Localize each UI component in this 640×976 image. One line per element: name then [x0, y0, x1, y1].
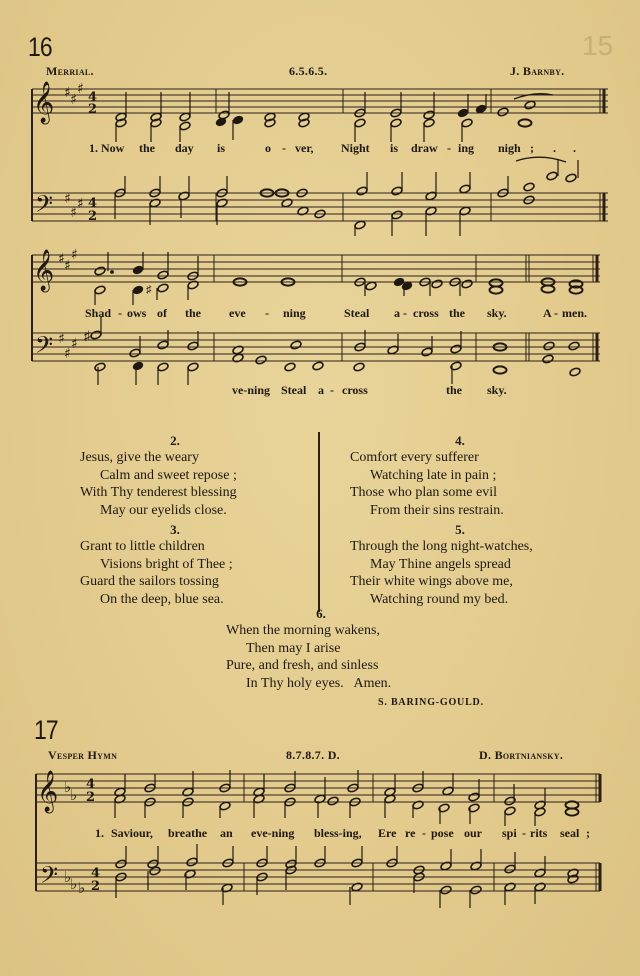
svg-text:4: 4 — [88, 196, 98, 211]
verse-line: In Thy holy eyes. Amen. — [246, 675, 392, 691]
lyric: - — [447, 141, 451, 155]
lyric: seal — [560, 826, 580, 840]
verse-line: With Thy tenderest blessing — [80, 485, 237, 500]
svg-text:♯: ♯ — [64, 258, 71, 274]
lyric: spi — [502, 826, 517, 840]
hymn-author: S. BARING-GOULD. — [378, 697, 484, 708]
svg-text:♯: ♯ — [70, 205, 77, 221]
lyric: our — [464, 826, 482, 840]
meter: 6.5.6.5. — [289, 64, 328, 78]
lyric: . — [553, 141, 556, 155]
tune-name: Merrial. — [46, 64, 94, 78]
lyric: ; — [586, 826, 590, 840]
hymn17-system1-clefs — [37, 770, 100, 897]
svg-text:♭: ♭ — [70, 786, 78, 804]
svg-text:♯: ♯ — [58, 331, 65, 347]
verse-line: Watching round my bed. — [370, 591, 509, 607]
svg-text:𝄢: 𝄢 — [35, 190, 54, 223]
verse-line: Their white wings above me, — [350, 574, 513, 589]
svg-text:𝄞: 𝄞 — [37, 771, 59, 812]
svg-text:2: 2 — [88, 102, 98, 117]
verse-5 — [350, 522, 590, 608]
svg-text:𝄢: 𝄢 — [40, 861, 59, 894]
lyric: a — [394, 306, 400, 320]
lyric: ; — [530, 141, 534, 155]
verse-line: Pure, and fresh, and sinless — [226, 658, 379, 673]
lyric: - — [554, 306, 558, 320]
verse-line: Comfort every sufferer — [350, 450, 479, 465]
svg-text:𝄞: 𝄞 — [33, 82, 55, 123]
svg-text:♭: ♭ — [70, 875, 78, 893]
lyric: ve-ning — [232, 383, 271, 397]
svg-text:2: 2 — [86, 790, 96, 805]
svg-text:4: 4 — [91, 866, 101, 881]
verse-line: Those who plan some evil — [350, 485, 497, 500]
svg-text:2: 2 — [88, 209, 98, 224]
lyric: Steal — [344, 306, 370, 320]
verse-line: On the deep, blue sea. — [100, 591, 224, 607]
verse-6 — [226, 606, 466, 692]
svg-text:♯: ♯ — [71, 247, 78, 263]
lyric: . — [573, 141, 576, 155]
verse-line: When the morning wakens, — [226, 623, 380, 638]
lyric: sky. — [487, 383, 507, 397]
svg-text:4: 4 — [88, 90, 98, 105]
svg-text:2: 2 — [91, 879, 101, 894]
lyric: of — [157, 306, 167, 320]
verse-number: 2. — [170, 433, 180, 448]
verse-number: 5. — [455, 522, 465, 537]
verse-line: Through the long night-watches, — [350, 539, 533, 554]
svg-text:𝄞: 𝄞 — [33, 250, 55, 291]
verse-line: From their sins restrain. — [370, 502, 504, 518]
lyric: 1. — [95, 826, 104, 840]
svg-text:4: 4 — [86, 777, 96, 792]
lyric: ing — [458, 141, 475, 155]
lyric: nigh — [498, 141, 521, 155]
lyric: - — [330, 383, 334, 397]
lyric: Night — [341, 141, 370, 155]
svg-text:♯: ♯ — [64, 85, 71, 101]
lyric: o — [265, 141, 271, 155]
verse-number: 6. — [316, 606, 326, 621]
svg-text:♯: ♯ — [64, 346, 71, 362]
lyric: pose — [431, 826, 454, 840]
verse-line: Calm and sweet repose ; — [100, 467, 237, 483]
svg-text:♯: ♯ — [84, 328, 91, 343]
lyric: draw — [411, 141, 438, 155]
lyric: day — [175, 141, 194, 155]
tune-name: Vesper Hymn — [48, 748, 118, 762]
verse-3 — [80, 522, 300, 608]
svg-text:𝄢: 𝄢 — [35, 331, 54, 364]
svg-text:♯: ♯ — [77, 196, 84, 212]
svg-text:♯: ♯ — [71, 336, 78, 352]
composer: J. Barnby. — [510, 64, 565, 78]
lyric: is — [217, 141, 226, 155]
verse-line: Guard the sailors tossing — [80, 574, 219, 589]
svg-text:♯: ♯ — [146, 284, 152, 296]
composer: D. Bortniansky. — [479, 748, 564, 762]
lyric: A — [543, 306, 552, 320]
lyric: Steal — [281, 383, 307, 397]
verse-line: Then may I arise — [246, 640, 341, 656]
verse-line: Watching late in pain ; — [370, 467, 497, 483]
meter: 8.7.8.7. D. — [286, 748, 340, 762]
lyric: ows — [127, 306, 147, 320]
svg-text:♯: ♯ — [64, 191, 71, 207]
lyric: men. — [562, 306, 587, 320]
lyric: the — [185, 306, 201, 320]
lyric: Saviour, — [111, 826, 153, 840]
hymn-number-16: 16 — [28, 32, 52, 62]
lyric: the — [446, 383, 462, 397]
verse-line: Grant to little children — [80, 539, 205, 554]
verse-2 — [80, 433, 300, 519]
bleed-through-page-number: 15 — [582, 30, 614, 61]
lyric: cross — [342, 383, 368, 397]
lyric: an — [220, 826, 233, 840]
verse-number: 3. — [170, 522, 180, 537]
lyric: bless-ing, — [314, 826, 362, 840]
svg-text:♯: ♯ — [70, 92, 77, 108]
verse-line: May Thine angels spread — [370, 556, 511, 572]
lyric: the — [449, 306, 465, 320]
lyric: breathe — [168, 826, 208, 840]
verse-column-divider — [318, 432, 320, 612]
svg-text:♭: ♭ — [78, 879, 86, 897]
lyric: - — [282, 141, 286, 155]
verse-number: 4. — [455, 433, 465, 448]
lyric: 1. Now — [89, 141, 125, 155]
lyric: sky. — [487, 306, 507, 320]
hymn-number-17: 17 — [34, 715, 58, 745]
svg-text:♭: ♭ — [64, 868, 72, 886]
verse-4 — [350, 433, 590, 519]
lyric: - — [265, 306, 269, 320]
lyric: - — [403, 306, 407, 320]
lyric: Shad — [85, 306, 112, 320]
lyric: - — [118, 306, 122, 320]
svg-text:♭: ♭ — [64, 778, 72, 796]
verse-line: May our eyelids close. — [100, 502, 227, 518]
lyric: cross — [413, 306, 439, 320]
lyric: ning — [283, 306, 306, 320]
verse-line: Visions bright of Thee ; — [100, 556, 233, 572]
lyric: is — [390, 141, 399, 155]
hymn16-system1-clefs — [33, 81, 97, 224]
lyric: ver, — [295, 141, 314, 155]
lyric: rits — [530, 826, 548, 840]
hymn16-system2-clefs — [33, 247, 78, 364]
lyric: re — [405, 826, 416, 840]
lyric: eve-ning — [251, 826, 295, 840]
lyric: a — [318, 383, 324, 397]
svg-text:♯: ♯ — [58, 251, 65, 267]
lyric: - — [522, 826, 526, 840]
lyric: - — [422, 826, 426, 840]
svg-text:♯: ♯ — [77, 81, 84, 97]
verse-line: Jesus, give the weary — [80, 450, 199, 465]
lyric: Ere — [378, 826, 397, 840]
lyric: the — [139, 141, 155, 155]
lyric: eve — [229, 306, 246, 320]
